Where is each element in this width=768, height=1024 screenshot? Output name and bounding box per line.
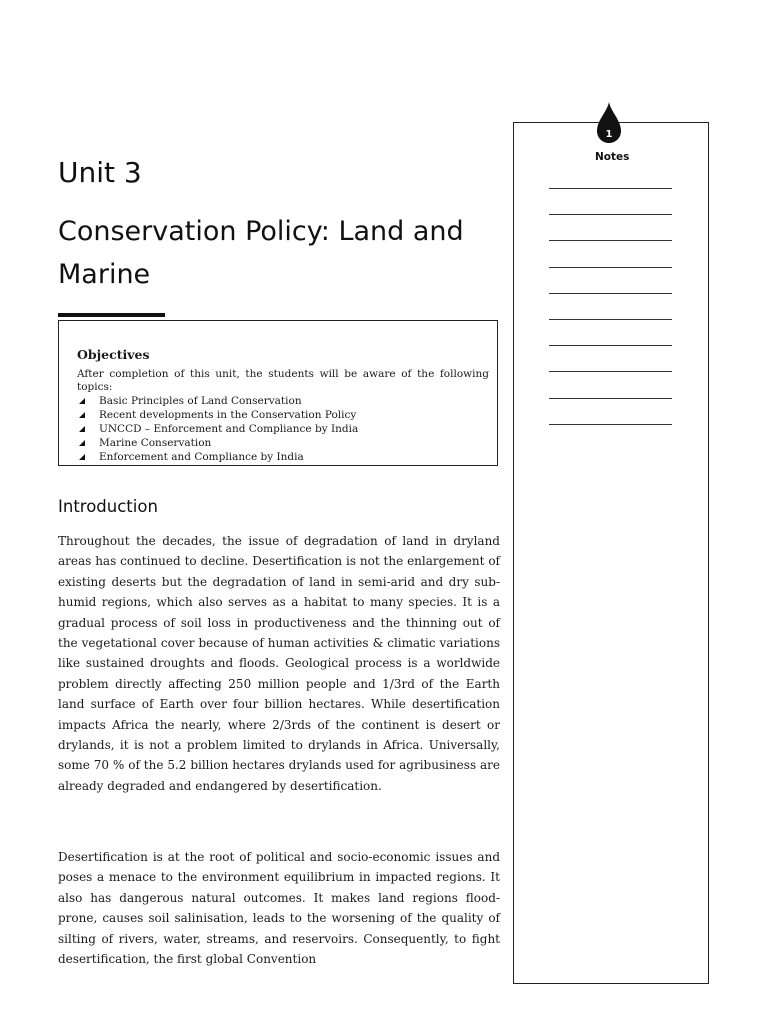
- introduction-paragraph-2: Desertification is at the root of political and socio-economic issues and poses a menace to the environment equilibrium in impacted regions. It also has dangerous natural outcomes. It makes land regions flood-prone, causes soil salinisation, leads to the worsening of the quality of silting of rivers, water, streams, and reservoirs. Consequently, to fight desertification, the first global Convention: [58, 850, 500, 967]
- introduction-paragraph-1: Throughout the decades, the issue of degradation of land in dryland areas has continued to decline. Desertification is not the enlargement of existing deserts but the degradation of land in semi-arid and dry sub-humid regions, which also serves as a habitat to many species. It is a gradual process of soil loss in productiveness and the thinning out of the vegetational cover because of human activities & climatic variations like sustained droughts and floods. Geological process is a worldwide problem directly affecting 250 million people and 1/3rd of the Earth land surface of Earth over four billion hectares. While desertification impacts Africa the nearly, where 2/3rds of the continent is desert or drylands, it is not a problem limited to drylands in Africa. Universally, some 70 % of the 5.2 billion hectares drylands used for agribusiness are already degraded and endangered by desertification.: [58, 534, 500, 793]
- note-line: [549, 293, 672, 294]
- objective-item: UNCCD – Enforcement and Compliance by India: [77, 422, 489, 436]
- objectives-box: [58, 320, 498, 466]
- introduction-heading: Introduction: [58, 497, 158, 516]
- bullet-triangle-icon: [79, 398, 85, 404]
- note-line: [549, 319, 672, 320]
- objectives-heading: Objectives: [77, 347, 150, 362]
- note-line: [549, 267, 672, 268]
- note-line: [549, 345, 672, 346]
- note-line: [549, 214, 672, 215]
- unit-label: Unit 3: [58, 156, 142, 189]
- page-title: Conservation Policy: Land and Marine: [58, 216, 464, 290]
- objective-item: Enforcement and Compliance by India: [77, 450, 489, 464]
- bullet-triangle-icon: [79, 426, 85, 432]
- bullet-triangle-icon: [79, 412, 85, 418]
- note-line: [549, 240, 672, 241]
- page-number: 1: [605, 129, 613, 140]
- page-drop-icon: [595, 100, 623, 144]
- note-line: [549, 188, 672, 189]
- objectives-intro: After completion of this unit, the students will be aware of the following topics:: [77, 368, 489, 393]
- note-line: [549, 424, 672, 425]
- objective-item: Basic Principles of Land Conservation: [77, 394, 489, 408]
- note-line: [549, 371, 672, 372]
- objectives-list: [77, 394, 489, 464]
- bullet-triangle-icon: [79, 454, 85, 460]
- objective-item: Marine Conservation: [77, 436, 489, 450]
- notes-column: [513, 122, 709, 984]
- bullet-triangle-icon: [79, 440, 85, 446]
- title-underline: [58, 313, 165, 317]
- note-line: [549, 398, 672, 399]
- objective-item: Recent developments in the Conservation Policy: [77, 408, 489, 422]
- notes-label: Notes: [595, 151, 630, 163]
